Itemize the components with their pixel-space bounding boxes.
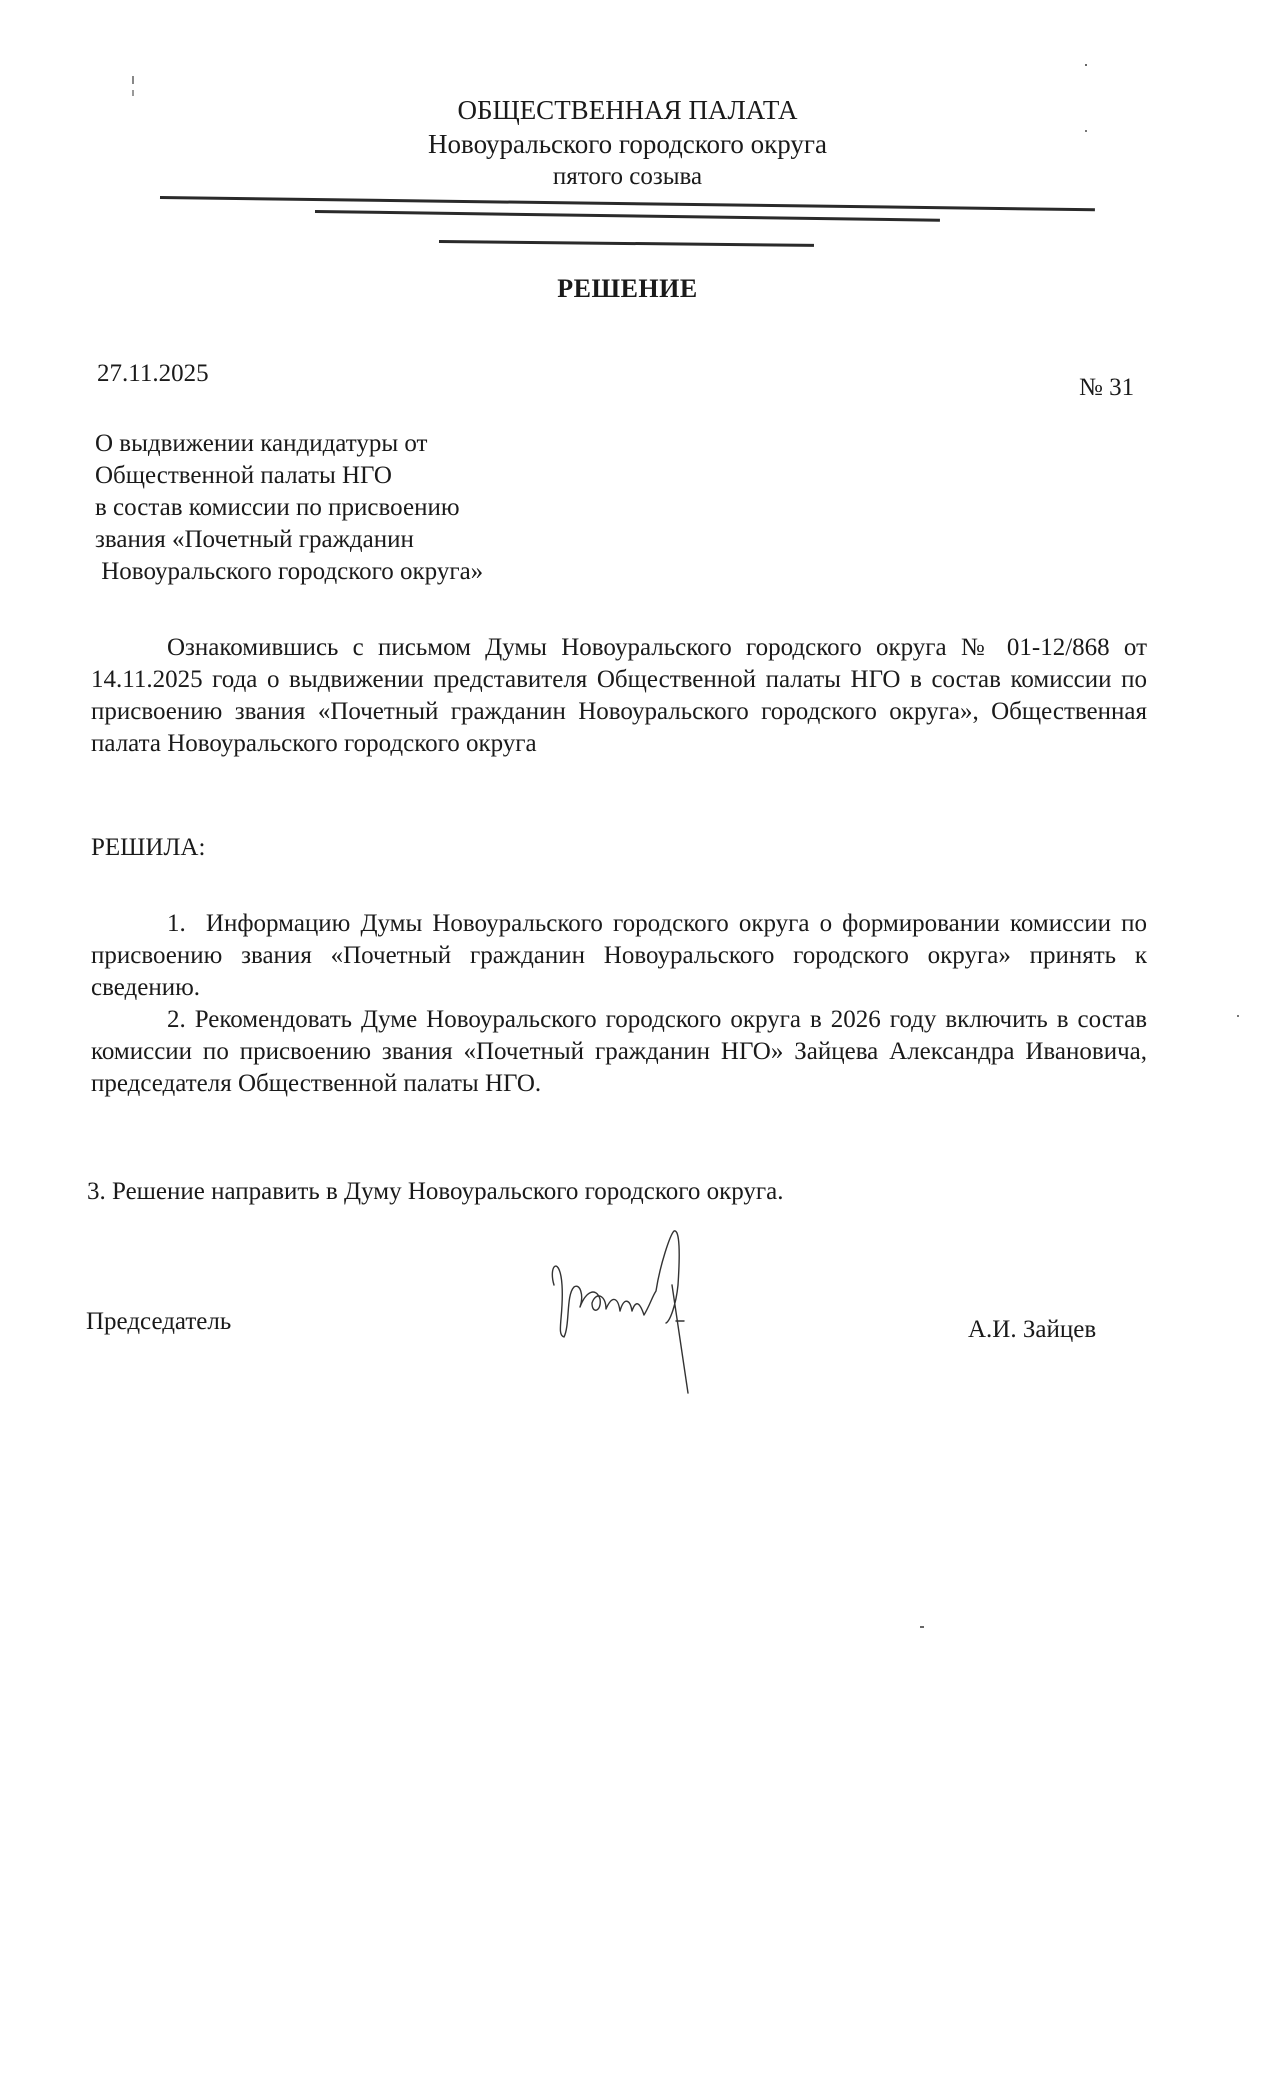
- resolution-items: [91, 908, 1154, 1100]
- scan-speck: [920, 1626, 924, 1628]
- subject-line: звания «Почетный гражданин: [95, 526, 414, 553]
- preamble-text: Ознакомившись с письмом Думы Новоуральского городского округа № 01-12/868 от 14.11.2025 года о выдвижении представителя Общественной палаты НГО в состав комиссии по присвоению звания «Почетный гражданин Новоуральского городского округа», Общественная палата Новоуральского городского округа: [91, 634, 1147, 757]
- convocation: пятого созыва: [552, 163, 703, 190]
- scan-speck: [1237, 1015, 1239, 1017]
- scan-speck: [1085, 64, 1087, 66]
- subject-line: О выдвижении кандидатуры от: [95, 430, 428, 457]
- document-date: 27.11.2025: [97, 360, 209, 387]
- scan-speck: [1085, 130, 1087, 132]
- header-rule-2: [315, 210, 940, 222]
- document-number: № 31: [1079, 374, 1135, 401]
- subject-line: Общественной палаты НГО: [95, 462, 392, 489]
- subject-line: в состав комиссии по присвоению: [95, 494, 460, 521]
- document-title: РЕШЕНИЕ: [557, 274, 698, 303]
- signatory-position: Председатель: [86, 1308, 232, 1335]
- subject-line: Новоуральского городского округа»: [95, 558, 484, 585]
- signature-stroke: [552, 1231, 688, 1393]
- preamble: [91, 632, 1147, 760]
- header-rule-3: [439, 240, 814, 247]
- resolution-item-3: 3. Решение направить в Думу Новоуральского городского округа.: [87, 1178, 784, 1205]
- resolved-label: РЕШИЛА:: [91, 834, 206, 861]
- resolution-item-2: 2. Рекомендовать Думе Новоуральского городского округа в 2026 году включить в состав комиссии по присвоению звания «Почетный гражданин НГО» Зайцева Александра Ивановича, председателя Общественной палаты НГО.: [91, 1006, 1147, 1097]
- handwritten-signature-icon: [540, 1225, 780, 1395]
- resolution-item-1: 1. Информацию Думы Новоуральского городского округа о формировании комиссии по присвоению звания «Почетный гражданин Новоуральского городского округа» принять к сведению.: [91, 910, 1154, 1001]
- signatory-name: А.И. Зайцев: [968, 1316, 1097, 1343]
- scan-speck: [132, 90, 134, 96]
- organization-name: ОБЩЕСТВЕННАЯ ПАЛАТА: [457, 95, 798, 125]
- scan-speck: [132, 76, 134, 84]
- document-subject: [95, 428, 655, 588]
- header-rule-1: [160, 196, 1095, 211]
- organization-subtitle: Новоуральского городского округа: [428, 129, 827, 159]
